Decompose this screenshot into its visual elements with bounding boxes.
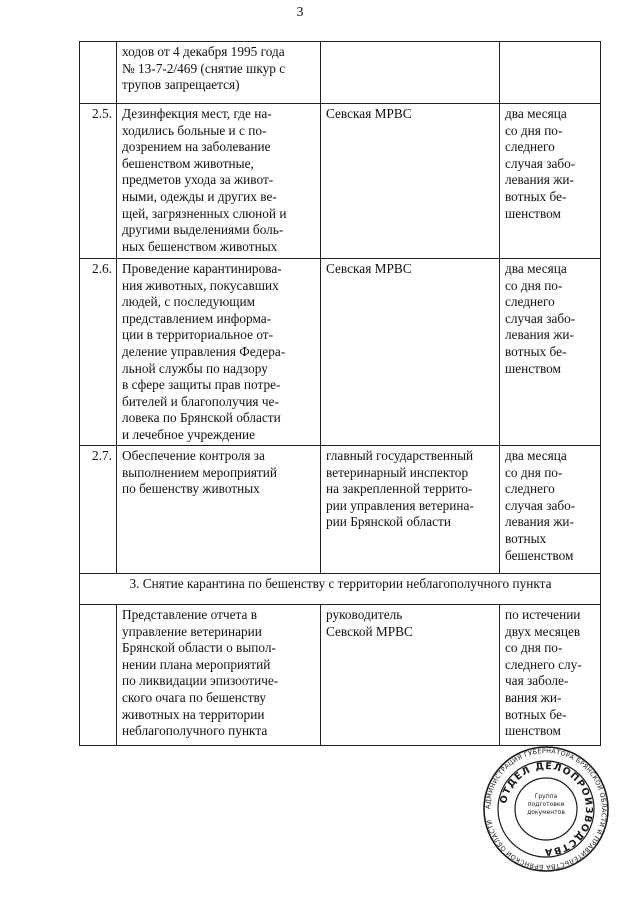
deadline-cell-line: со дня по- bbox=[505, 640, 563, 656]
deadline-cell-line: случая забо- bbox=[505, 497, 576, 513]
action-cell-line: животных на территории bbox=[122, 706, 265, 722]
deadline-cell-line: бешенством bbox=[505, 547, 574, 563]
action-cell-line: выполнением мероприятий bbox=[122, 464, 277, 480]
deadline-cell-line: шенством bbox=[505, 723, 561, 739]
responsible-cell bbox=[321, 104, 500, 259]
action-cell-line: людей, с последующим bbox=[122, 294, 256, 310]
deadline-cell bbox=[500, 259, 601, 446]
action-cell-line: ского очага по бешенству bbox=[122, 689, 267, 705]
responsible-cell bbox=[321, 259, 500, 446]
deadline-cell-line: вотных бе- bbox=[505, 343, 567, 359]
deadline-cell-line: следнего bbox=[505, 294, 555, 310]
page-number: 3 bbox=[296, 5, 304, 20]
action-cell-line: № 13-7-2/469 (снятие шкур с bbox=[122, 60, 286, 76]
deadline-cell-line: шенством bbox=[505, 205, 561, 221]
deadline-cell-line: следнего слу- bbox=[505, 656, 582, 672]
action-cell bbox=[117, 605, 321, 746]
deadline-cell-line: по истечении bbox=[505, 607, 581, 622]
deadline-cell-line: со дня по- bbox=[505, 122, 563, 138]
table-row bbox=[80, 605, 601, 746]
responsible-cell-line: рии Брянской области bbox=[326, 514, 451, 530]
table-row bbox=[80, 42, 601, 104]
action-cell-line: и лечебное учреждение bbox=[122, 426, 256, 442]
stamp-outer-text: АДМИНИСТРАЦИЯ ГУБЕРНАТОРА БРЯНСКОЙ ОБЛАСТИ И ПРАВИТЕЛЬСТВА БРЯНСКОЙ ОБЛАСТИ bbox=[483, 746, 609, 872]
table-row bbox=[80, 446, 601, 574]
deadline-cell-line: два месяца bbox=[505, 261, 567, 276]
action-cell-line: нении плана мероприятий bbox=[122, 656, 271, 672]
responsible-cell-line: главный государственный bbox=[326, 448, 474, 463]
deadline-cell-line: случая забо- bbox=[505, 310, 576, 326]
action-cell-line: предметов ухода за живот- bbox=[122, 172, 274, 188]
deadline-cell-line: два месяца bbox=[505, 106, 567, 121]
item-number: 2.6. bbox=[80, 259, 117, 446]
responsible-cell-line: Севская МРВС bbox=[326, 261, 412, 276]
action-cell-line: Обеспечение контроля за bbox=[122, 448, 265, 463]
table-row bbox=[80, 259, 601, 446]
item-number: 2.5. bbox=[80, 104, 117, 259]
deadline-cell-line: следнего bbox=[505, 139, 555, 155]
action-cell-line: в сфере защиты прав потре- bbox=[122, 377, 281, 393]
organization-stamp bbox=[482, 745, 610, 873]
action-cell-line: Представление отчета в bbox=[122, 607, 257, 622]
action-cell bbox=[117, 259, 321, 446]
deadline-cell bbox=[500, 42, 601, 104]
action-cell-line: ными, одежды и других ве- bbox=[122, 188, 277, 204]
stamp-center-text: Группа подготовки документов bbox=[527, 793, 565, 816]
responsible-cell-line: Севской МРВС bbox=[326, 623, 413, 639]
deadline-cell-line: двух месяцев bbox=[505, 623, 581, 639]
deadline-cell-line: левания жи- bbox=[505, 327, 574, 343]
action-cell-line: трупов запрещается) bbox=[122, 77, 240, 93]
action-cell-line: неблагополучного пункта bbox=[122, 723, 268, 739]
item-number bbox=[80, 605, 117, 746]
responsible-cell-line: ветеринарный инспектор bbox=[326, 464, 469, 480]
action-cell-line: представлением информа- bbox=[122, 310, 272, 326]
action-cell-line: другими выделениями боль- bbox=[122, 222, 284, 238]
action-cell-line: деление управления Федера- bbox=[122, 343, 286, 359]
action-cell-line: льной службы по надзору bbox=[122, 360, 268, 376]
action-cell-line: ходов от 4 декабря 1995 года bbox=[122, 44, 285, 59]
deadline-cell-line: со дня по- bbox=[505, 277, 563, 293]
action-cell-line: бешенством животные, bbox=[122, 155, 254, 171]
responsible-cell bbox=[321, 605, 500, 746]
deadline-cell-line: шенством bbox=[505, 360, 561, 376]
action-cell-line: ходились больные и с по- bbox=[122, 122, 267, 138]
deadline-cell bbox=[500, 605, 601, 746]
action-cell-line: ции в территориальное от- bbox=[122, 327, 274, 343]
action-cell-line: ловека по Брянской области bbox=[122, 410, 281, 426]
action-cell-line: Брянской области о выпол- bbox=[122, 640, 276, 656]
action-cell-line: ния животных, покусавших bbox=[122, 277, 279, 293]
action-cell-line: ных бешенством животных bbox=[122, 238, 278, 254]
deadline-cell-line: два месяца bbox=[505, 448, 567, 463]
measures-table bbox=[79, 41, 601, 746]
action-cell bbox=[117, 42, 321, 104]
action-cell-line: управление ветеринарии bbox=[122, 623, 262, 639]
responsible-cell bbox=[321, 42, 500, 104]
action-cell bbox=[117, 446, 321, 574]
deadline-cell-line: левания жи- bbox=[505, 172, 574, 188]
deadline-cell-line: вотных bbox=[505, 530, 547, 546]
responsible-cell-line: рии управления ветерина- bbox=[326, 497, 474, 513]
table-body bbox=[80, 42, 601, 746]
action-cell bbox=[117, 104, 321, 259]
action-cell-line: по ликвидации эпизоотиче- bbox=[122, 673, 279, 689]
responsible-cell-line: руководитель bbox=[326, 607, 403, 622]
deadline-cell-line: чая заболе- bbox=[505, 673, 569, 689]
table-row bbox=[80, 104, 601, 259]
deadline-cell-line: следнего bbox=[505, 481, 555, 497]
responsible-cell bbox=[321, 446, 500, 574]
deadline-cell-line: вотных бе- bbox=[505, 188, 567, 204]
stamp-middle-text: ОТДЕЛ ДЕЛОПРОИЗВОДСТВА bbox=[498, 760, 595, 858]
item-number: 2.7. bbox=[80, 446, 117, 574]
deadline-cell-line: левания жи- bbox=[505, 514, 574, 530]
action-cell-line: по бешенству животных bbox=[122, 481, 260, 497]
section-header-row bbox=[80, 574, 601, 605]
section-3-title: 3. Снятие карантина по бешенству с территории неблагополучного пункта bbox=[80, 574, 601, 605]
responsible-cell-line: Севская МРВС bbox=[326, 106, 412, 121]
deadline-cell-line: со дня по- bbox=[505, 464, 563, 480]
action-cell-line: дозрением на заболевание bbox=[122, 139, 271, 155]
item-number bbox=[80, 42, 117, 104]
action-cell-line: бителей и благополучия че- bbox=[122, 393, 279, 409]
action-cell-line: Проведение карантинирова- bbox=[122, 261, 282, 276]
deadline-cell-line: случая забо- bbox=[505, 155, 576, 171]
action-cell-line: щей, загрязненных слюной и bbox=[122, 205, 287, 221]
deadline-cell bbox=[500, 104, 601, 259]
deadline-cell-line: вотных бе- bbox=[505, 706, 567, 722]
deadline-cell-line: вания жи- bbox=[505, 689, 562, 705]
action-cell-line: Дезинфекция мест, где на- bbox=[122, 106, 272, 121]
responsible-cell-line: на закрепленной террито- bbox=[326, 481, 473, 497]
deadline-cell bbox=[500, 446, 601, 574]
